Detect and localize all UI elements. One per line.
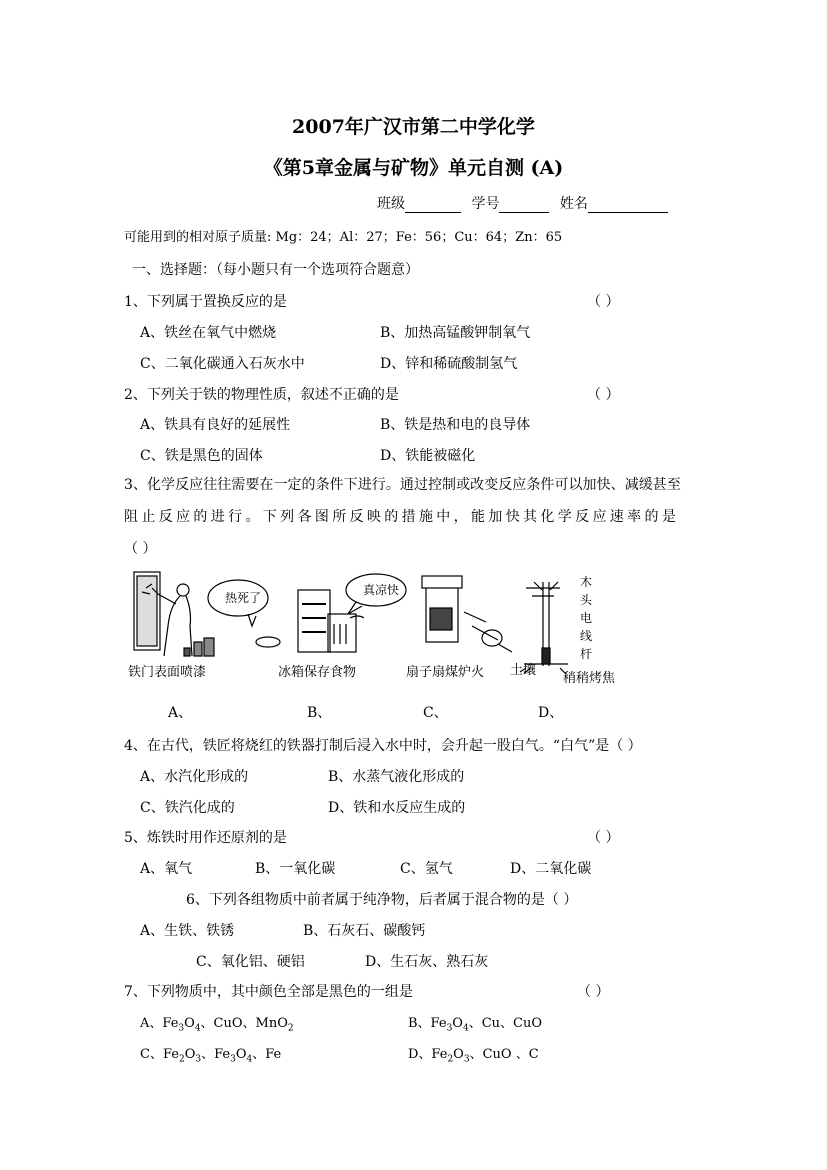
option-b: B、铁是热和电的良导体 <box>380 417 531 433</box>
question-3-paren: （ ） <box>124 541 157 557</box>
figure-label-charred: 稍稍烤焦 <box>563 671 616 686</box>
answer-paren: （ ） <box>577 984 610 1000</box>
question-6-stem: 6、下列各组物质中前者属于纯净物，后者属于混合物的是（ ） <box>186 892 578 908</box>
option-c: C、氢气 <box>400 861 453 877</box>
answer-paren: （ ） <box>587 294 620 310</box>
figure-door-painting <box>134 572 214 656</box>
number-label: 学号 <box>471 196 500 212</box>
page-title: 2007年广汉市第二中学化学 <box>292 116 535 138</box>
question-3-line2: 阻止反应的进行。下列各图所反映的措施中，能加快其化学反应速率的是 <box>124 509 680 525</box>
question-3-figures <box>128 568 628 688</box>
figure-label-soil: 土壤 <box>510 663 537 678</box>
option-c: C、铁是黑色的固体 <box>140 448 263 464</box>
pole-label-3: 电 <box>580 611 593 625</box>
pole-label-4: 线 <box>580 629 593 643</box>
speech-bubble-hot: 热死了 <box>225 591 262 605</box>
option-a: A、铁具有良好的延展性 <box>140 417 291 433</box>
option-d: D、铁能被磁化 <box>380 448 476 464</box>
option-a: A、氧气 <box>140 861 193 877</box>
figure-label-a: 铁门表面喷漆 <box>128 665 207 680</box>
pole-label-5: 杆 <box>580 647 593 661</box>
class-label: 班级 <box>377 196 405 212</box>
option-b: B、$Fe_3O_4$、Cu、CuO <box>408 1016 542 1034</box>
option-b: B、石灰石、碳酸钙 <box>303 923 426 939</box>
option-c: C、二氧化碳通入石灰水中 <box>140 356 305 372</box>
speech-bubble-cool: 真凉快 <box>363 583 400 597</box>
section-heading: 一、选择题：（每小题只有一个选项符合题意） <box>132 262 419 278</box>
question-5-stem: 5、炼铁时用作还原剂的是 <box>124 830 287 846</box>
figure-option-a: A、 <box>168 705 193 721</box>
option-a: A、铁丝在氧气中燃烧 <box>140 325 277 341</box>
option-c: C、$Fe_2O_3$、$Fe_3O_4$、Fe <box>140 1047 282 1065</box>
name-label: 姓名 <box>559 196 588 212</box>
pole-label-2: 头 <box>580 593 593 607</box>
name-blank[interactable] <box>588 198 668 213</box>
option-c: C、氧化铝、硬铝 <box>196 954 305 970</box>
option-b: B、一氧化碳 <box>255 861 336 877</box>
answer-paren: （ ） <box>587 830 620 846</box>
figure-coal-stove <box>422 576 512 652</box>
question-4-stem: 4、在古代，铁匠将烧红的铁器打制后浸入水中时，会升起一股白气。“白气”是（ ） <box>124 738 642 754</box>
figure-label-b: 冰箱保存食物 <box>278 665 357 680</box>
figure-wooden-pole <box>520 582 568 674</box>
option-a: A、生铁、铁锈 <box>140 923 235 939</box>
option-d: D、$Fe_2O_3$、CuO 、C <box>408 1047 539 1065</box>
option-c: C、铁汽化成的 <box>140 800 235 816</box>
option-a: A、水汽化形成的 <box>140 769 249 785</box>
figure-option-d: D、 <box>538 705 564 721</box>
figure-label-c: 扇子扇煤炉火 <box>406 665 485 680</box>
option-d: D、二氧化碳 <box>510 861 592 877</box>
answer-paren: （ ） <box>587 387 620 403</box>
option-b: B、水蒸气液化形成的 <box>328 769 465 785</box>
student-info <box>377 195 668 213</box>
question-2-stem: 2、下列关于铁的物理性质，叙述不正确的是 <box>124 387 399 403</box>
option-b: B、加热高锰酸钾制氧气 <box>380 325 531 341</box>
figure-option-b: B、 <box>307 705 332 721</box>
number-blank[interactable] <box>499 198 549 213</box>
question-1-stem: 1、下列属于置换反应的是 <box>124 294 287 310</box>
option-d: D、锌和稀硫酸制氢气 <box>380 356 518 372</box>
question-3-line1: 3、化学反应往往需要在一定的条件下进行。通过控制或改变反应条件可以加快、减缓甚至 <box>124 477 681 493</box>
question-7-stem: 7、下列物质中，其中颜色全部是黑色的一组是 <box>124 984 413 1000</box>
page-subtitle: 《第5章金属与矿物》单元自测 (A) <box>263 157 564 179</box>
class-blank[interactable] <box>405 198 461 213</box>
option-a: A、$Fe_3O_4$、CuO、MnO$_2$ <box>140 1016 294 1034</box>
option-d: D、铁和水反应生成的 <box>328 800 466 816</box>
figure-option-c: C、 <box>423 705 448 721</box>
option-d: D、生石灰、熟石灰 <box>365 954 489 970</box>
atomic-mass-note: 可能用到的相对原子质量: Mg：24；Al：27；Fe：56；Cu：64；Zn：65 <box>124 230 563 245</box>
pole-label-1: 木 <box>580 575 593 589</box>
